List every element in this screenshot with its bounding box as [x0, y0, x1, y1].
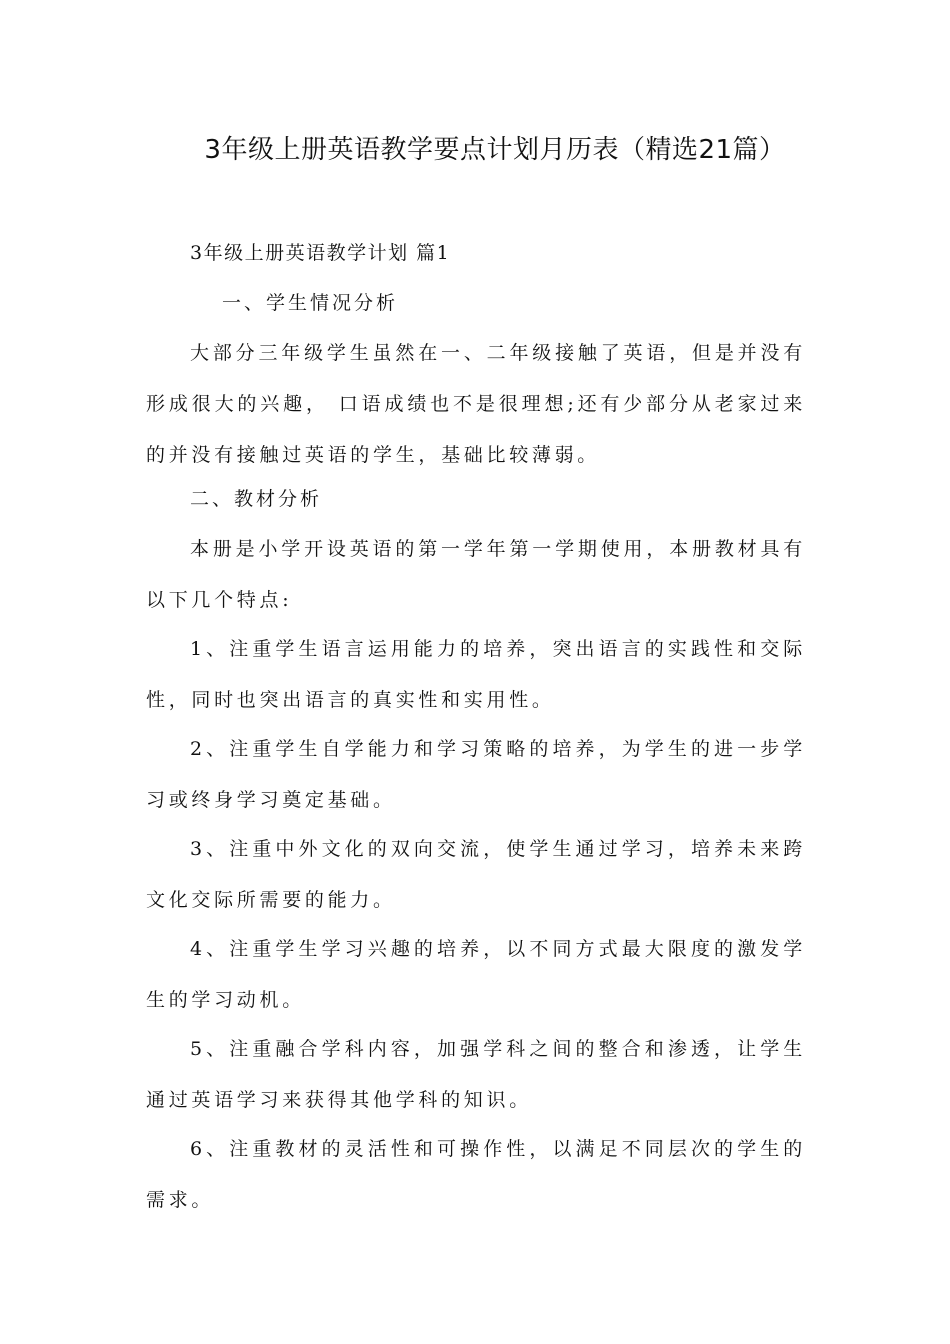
paragraph-textbook-intro: 本册是小学开设英语的第一学年第一学期使用，本册教材具有以下几个特点: [146, 538, 806, 611]
list-item-1: 1、注重学生语言运用能力的培养，突出语言的实践性和交际性，同时也突出语言的真实性和实用性。 [146, 638, 806, 711]
sub-heading-textbook-analysis: 二、教材分析 [190, 488, 323, 510]
document-title: 3年级上册英语教学要点计划月历表（精选21篇） [204, 135, 786, 165]
list-item-6: 6、注重教材的灵活性和可操作性，以满足不同层次的学生的需求。 [146, 1138, 806, 1211]
section-heading: 3年级上册英语教学计划 篇1 [190, 242, 451, 264]
list-item-4: 4、注重学生学习兴趣的培养，以不同方式最大限度的激发学生的学习动机。 [146, 938, 806, 1011]
paragraph-student-analysis: 大部分三年级学生虽然在一、二年级接触了英语，但是并没有形成很大的兴趣， 口语成绩也不是很理想;还有少部分从老家过来的并没有接触过英语的学生，基础比较薄弱。 [146, 342, 806, 466]
list-item-5: 5、注重融合学科内容，加强学科之间的整合和渗透，让学生通过英语学习来获得其他学科的知识。 [146, 1038, 806, 1111]
list-item-3: 3、注重中外文化的双向交流，使学生通过学习，培养未来跨文化交际所需要的能力。 [146, 838, 806, 911]
sub-heading-student-analysis: 一、学生情况分析 [222, 292, 399, 314]
list-item-2: 2、注重学生自学能力和学习策略的培养，为学生的进一步学习或终身学习奠定基础。 [146, 738, 806, 811]
